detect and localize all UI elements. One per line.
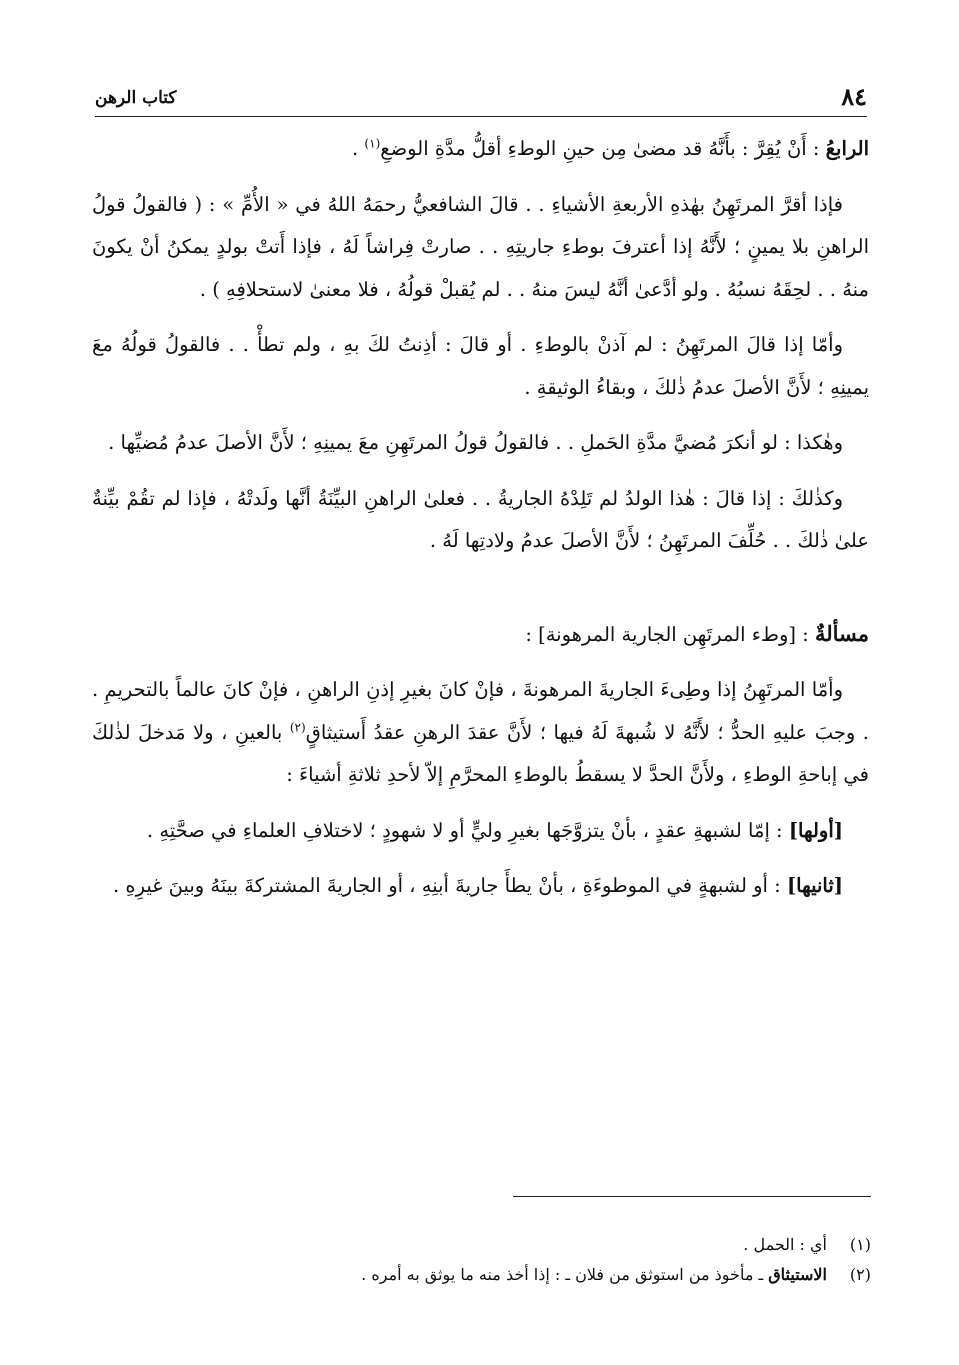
page-header <box>95 78 867 117</box>
paragraph-1 <box>92 128 869 171</box>
running-title: كتاب الرهن <box>95 88 177 108</box>
paragraph-4: وهٰكذا : لو أنكرَ مُضيَّ مدَّةِ الحَملِ . . فالقولُ قولُ المرتَهِنِ معَ يمينِهِ ؛ لأَنَّ الأصلَ عدمُ مُضيِّها . <box>108 431 843 454</box>
footnote-2-text: ـ مأخوذ من استوثق من فلان ـ : إذا أخذ منه ما يوثق به أمره . <box>361 1265 769 1284</box>
paragraph-7 <box>92 810 869 853</box>
paragraph-6-text-b: بالعينِ ، ولا مَدخلَ لذٰلكَ في إباحةِ الوطءِ ، ولأَنَّ الحدَّ لا يسقطُ بالوطءِ المحرَّمِ إلاّ لأحدِ ثلاثةِ أشياءَ : <box>92 720 869 786</box>
footnote-2-number: (٢) <box>849 1265 871 1284</box>
footnote-1 <box>92 1230 871 1260</box>
paragraph-5: وكذٰلكَ : إذا قالَ : هٰذا الولدُ لم تَلِدْهُ الجاريةُ . . فعلىٰ الراهنِ البيِّنَةُ أنَّها ولَدتْهُ ، فإذا لم تقُمْ بيِّنةٌ علىٰ ذٰلكَ . . حُلِّفَ المرتَهِنُ ؛ لأَنَّ الأصلَ عدمُ ولادتِها لَهُ . <box>92 486 869 552</box>
paragraph-2: فإذا أقرَّ المرتَهِنُ بهٰذهِ الأربعةِ الأشياءِ . . قالَ الشافعيُّ رحمَهُ اللهُ في « الأُمِّ » : ( فالقولُ قولُ الراهنِ بلا يمينٍ ؛ لأَنَّهُ إذا أعترفَ بوطءِ جاريتِهِ . . صارتْ فِراشاً لَهُ ، فإذا أَتتْ بولدٍ يمكنُ أنْ يكونَ منهُ . . لحِقَهُ نسبُهُ . ولو أدَّعىٰ أنَّهُ ليسَ منهُ . . لم يُقبلْ قولُهُ ، فلا معنىٰ لاستحلافِهِ ) . <box>92 192 869 301</box>
footnote-marker-1[interactable]: (١) <box>364 136 381 151</box>
paragraph-8-label: [ثانيها] <box>786 874 843 897</box>
page-number: ٨٤ <box>841 82 867 111</box>
paragraph-6-text-a: وأمّا المرتَهِنُ إذا وطِىءَ الجاريةَ المرهونةَ ، فإنْ كانَ بغيرِ إذنِ الراهنِ ، فإنْ كانَ عالماً بالتحريمِ . . وجبَ عليهِ الحدُّ ؛ لأَنَّهُ لا شُبهةَ لَهُ فيها ؛ لأَنَّ عقدَ الرهنِ عقدُ أَستيثاقٍ <box>92 678 870 744</box>
footnote-2 <box>92 1260 871 1290</box>
footnote-marker-2[interactable]: (٢) <box>289 720 306 734</box>
footnotes <box>92 1230 871 1290</box>
main-text <box>92 128 869 921</box>
paragraph-7-label: [أولها] <box>788 818 843 842</box>
footnote-1-number: (١) <box>849 1235 871 1254</box>
issue-label: مسألةٌ <box>814 620 869 646</box>
footnote-divider <box>513 1196 871 1197</box>
paragraph-7-text: : إمّا لشبهةِ عقدٍ ، بأنْ يتزوَّجَها بغيرِ وليٍّ أو لا شهودٍ ؛ لاختلافِ العلماءِ في صحَّتِهِ . <box>146 818 789 842</box>
paragraph-1-keyword: الرابعُ <box>825 137 869 160</box>
paragraph-1-tail: . <box>352 137 365 160</box>
footnote-2-term: الاستيثاق <box>768 1265 827 1284</box>
footnote-1-text: أي : الحمل . <box>743 1235 827 1254</box>
issue-heading <box>92 613 869 657</box>
paragraph-8-text: : أو لشبهةٍ في الموطوءَةِ ، بأنْ يطأَ جاريةَ أبنِهِ ، أو الجاريةَ المشتركةَ بينَهُ وبينَ غيرِهِ . <box>113 874 787 897</box>
paragraph-1-text: : أَنْ يُقِرَّ : بأَنَّهُ قد مضىٰ مِن حينِ الوطءِ أقلُّ مدَّةِ الوضعِ <box>380 137 826 160</box>
paragraph-6 <box>92 669 869 797</box>
issue-title: : [وطء المرتَهِن الجارية المرهونة] : <box>525 622 815 646</box>
paragraph-8 <box>92 865 869 908</box>
paragraph-3: وأمّا إذا قالَ المرتَهِنُ : لم آذنْ بالوطءِ . أو قالَ : أذِنتُ لكَ بهِ ، ولم تطأْ . . فالقولُ قولُهُ معَ يمينِهِ ؛ لأَنَّ الأصلَ عدمُ ذٰلكَ ، وبقاءُ الوثيقةِ . <box>92 333 869 399</box>
